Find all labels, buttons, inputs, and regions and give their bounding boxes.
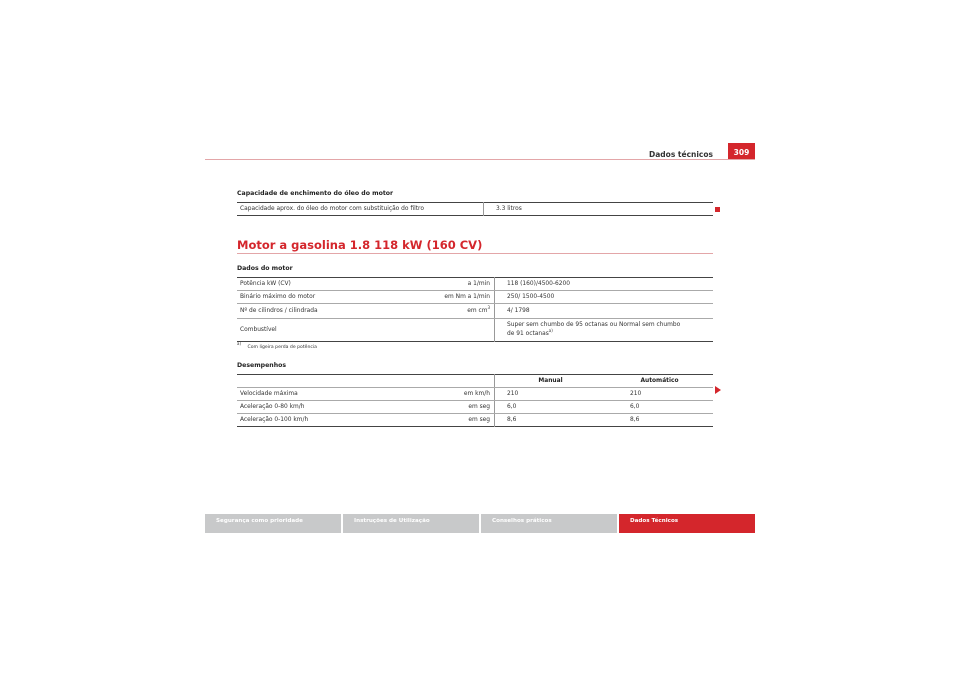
row-unit [427,319,495,342]
table-row [237,291,713,304]
table-row [237,388,713,401]
footer-nav [205,514,755,533]
footnote [237,341,317,350]
footnote-mark: a) [237,341,242,346]
row-value: 4/ 1798 [495,304,714,319]
row-manual: 8,6 [507,417,517,423]
section-title: Dados técnicos [649,150,713,159]
table-row [237,414,713,427]
title-divider [237,253,713,254]
engine-title: Motor a gasolina 1.8 118 kW (160 CV) [237,238,483,252]
table-row [237,319,713,342]
row-label: Nº de cilindros / cilindrada [237,304,427,319]
footer-tab-safety[interactable]: Segurança como prioridade [205,514,341,533]
column-header-automatic: Automático [606,375,713,388]
row-label: Aceleração 0-100 km/h [240,417,309,423]
row-unit: a 1/min [427,278,495,291]
footer-tab-technical-data[interactable]: Dados Técnicos [619,514,755,533]
oil-label: Capacidade aprox. do óleo do motor com substituição do filtro [237,203,484,216]
page-number: 309 [728,143,755,160]
table-row [237,203,713,216]
performance-subtitle: Desempenhos [237,362,287,369]
continue-arrow-icon [715,386,721,394]
oil-table [237,202,713,216]
row-unit: em km/h [427,388,495,401]
footnote-text: Com ligeira perda de potência [247,344,317,350]
row-manual: 210 [495,388,607,401]
footnote-ref: a) [548,328,553,334]
row-value: 118 (160)/4500-6200 [495,278,714,291]
row-automatic: 8,6 [630,417,640,423]
row-automatic: 6,0 [606,401,713,414]
fuel-line-2-text: de 91 octanas [507,331,549,337]
table-row [237,401,713,414]
table-row [237,304,713,319]
row-label: Binário máximo do motor [237,291,427,304]
footer-tab-instructions[interactable]: Instruções de Utilização [343,514,479,533]
section-end-icon [715,207,720,212]
fuel-line-1: Super sem chumbo de 95 octanas ou Normal sem chumbo [507,322,681,328]
header-divider [205,159,755,160]
column-header-manual: Manual [495,375,607,388]
row-manual: 6,0 [495,401,607,414]
row-unit: em seg [427,401,495,414]
engine-data-subtitle: Dados do motor [237,265,293,272]
footer-tab-practical-advice[interactable]: Conselhos práticos [481,514,617,533]
row-label: Combustível [240,327,277,333]
unit-text: em cm [467,308,488,314]
header-empty-unit [427,375,495,388]
row-unit: em Nm a 1/min [427,291,495,304]
table-header-row [237,375,713,388]
row-unit: em seg [427,414,495,427]
oil-value: 3.3 litros [496,206,522,212]
header-empty [237,375,427,388]
row-automatic: 210 [606,388,713,401]
row-label: Aceleração 0-80 km/h [237,401,427,414]
row-label: Velocidade máxima [237,388,427,401]
row-unit [427,304,495,319]
oil-subtitle: Capacidade de enchimento do óleo do motor [237,190,394,197]
performance-table [237,374,713,427]
unit-superscript: 3 [487,305,490,311]
row-value: 250/ 1500-4500 [495,291,714,304]
row-label: Potência kW (CV) [237,278,427,291]
fuel-line-2 [507,330,710,339]
engine-table [237,277,713,342]
table-row [237,278,713,291]
row-value [495,319,714,342]
